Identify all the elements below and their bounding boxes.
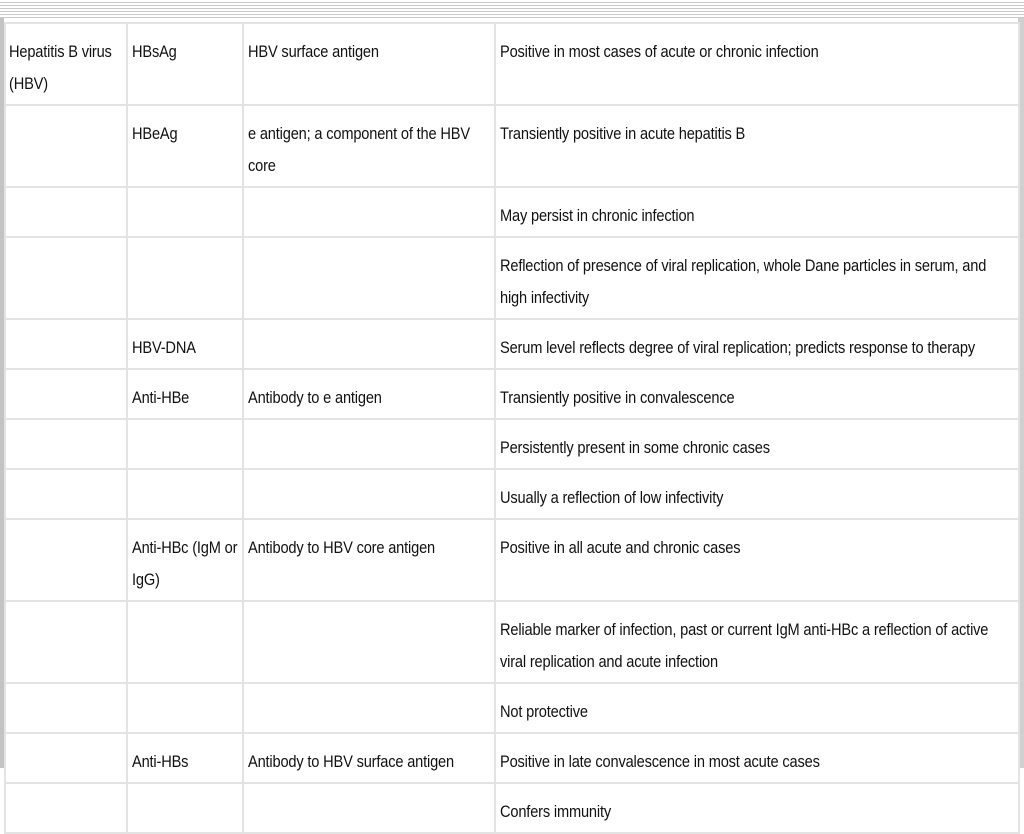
marker-cell: [127, 319, 243, 369]
hepatitis-b-markers-table: [4, 22, 1020, 834]
description-cell: [243, 419, 495, 469]
table-row: [5, 601, 1019, 683]
table-row: [5, 23, 1019, 105]
table-row: [5, 733, 1019, 783]
cell-text: Anti-HBc (IgM or IgG): [132, 538, 238, 589]
table-row: [5, 237, 1019, 319]
significance-cell: [495, 469, 1019, 519]
description-cell: [243, 105, 495, 187]
significance-cell: [495, 319, 1019, 369]
cell-text: Anti-HBs: [132, 752, 189, 771]
virus-cell: [5, 683, 127, 733]
description-cell: [243, 783, 495, 833]
virus-cell: [5, 733, 127, 783]
marker-cell: [127, 187, 243, 237]
virus-cell: [5, 23, 127, 105]
marker-cell: [127, 369, 243, 419]
description-cell: [243, 683, 495, 733]
cell-text: Reliable marker of infection, past or current IgM anti-HBc a reflection of active viral replication and acute infection: [500, 620, 989, 671]
virus-cell: [5, 783, 127, 833]
table-row: [5, 187, 1019, 237]
marker-cell: [127, 601, 243, 683]
description-cell: [243, 237, 495, 319]
cell-text: HBV surface antigen: [248, 42, 379, 61]
cell-text: Hepatitis B virus (HBV): [9, 42, 112, 93]
description-cell: [243, 519, 495, 601]
cell-text: Antibody to e antigen: [248, 388, 382, 407]
virus-cell: [5, 469, 127, 519]
significance-cell: [495, 683, 1019, 733]
description-cell: [243, 369, 495, 419]
table-row: [5, 519, 1019, 601]
marker-cell: [127, 105, 243, 187]
marker-cell: [127, 23, 243, 105]
virus-cell: [5, 319, 127, 369]
significance-cell: [495, 601, 1019, 683]
description-cell: [243, 23, 495, 105]
virus-cell: [5, 187, 127, 237]
marker-cell: [127, 237, 243, 319]
virus-cell: [5, 601, 127, 683]
table-body: [5, 23, 1019, 833]
marker-cell: [127, 469, 243, 519]
table-row: [5, 419, 1019, 469]
description-cell: [243, 469, 495, 519]
table-row: [5, 369, 1019, 419]
cell-text: Positive in all acute and chronic cases: [500, 538, 741, 557]
marker-cell: [127, 683, 243, 733]
significance-cell: [495, 187, 1019, 237]
cell-text: HBeAg: [132, 124, 178, 143]
significance-cell: [495, 419, 1019, 469]
cell-text: Anti-HBe: [132, 388, 190, 407]
significance-cell: [495, 783, 1019, 833]
cell-text: Positive in most cases of acute or chronic infection: [500, 42, 819, 61]
significance-cell: [495, 23, 1019, 105]
marker-cell: [127, 783, 243, 833]
cell-text: Persistently present in some chronic cases: [500, 438, 770, 457]
cell-text: Reflection of presence of viral replication, whole Dane particles in serum, and high infectivity: [500, 256, 987, 307]
significance-cell: [495, 105, 1019, 187]
cell-text: Positive in late convalescence in most acute cases: [500, 752, 820, 771]
top-rule-lines: [0, 0, 1024, 18]
virus-cell: [5, 519, 127, 601]
significance-cell: [495, 237, 1019, 319]
significance-cell: [495, 733, 1019, 783]
significance-cell: [495, 369, 1019, 419]
table-row: [5, 469, 1019, 519]
cell-text: HBsAg: [132, 42, 177, 61]
virus-cell: [5, 369, 127, 419]
cell-text: Confers immunity: [500, 802, 611, 821]
description-cell: [243, 733, 495, 783]
cell-text: Transiently positive in convalescence: [500, 388, 735, 407]
description-cell: [243, 601, 495, 683]
cell-text: HBV-DNA: [132, 338, 196, 357]
description-cell: [243, 319, 495, 369]
cell-text: Usually a reflection of low infectivity: [500, 488, 724, 507]
virus-cell: [5, 105, 127, 187]
cell-text: e antigen; a component of the HBV core: [248, 124, 470, 175]
virus-cell: [5, 237, 127, 319]
cell-text: Antibody to HBV core antigen: [248, 538, 435, 557]
table-row: [5, 683, 1019, 733]
virus-cell: [5, 419, 127, 469]
table-row: [5, 105, 1019, 187]
cell-text: Serum level reflects degree of viral replication; predicts response to therapy: [500, 338, 975, 357]
significance-cell: [495, 519, 1019, 601]
marker-cell: [127, 733, 243, 783]
marker-cell: [127, 419, 243, 469]
table-row: [5, 783, 1019, 833]
marker-cell: [127, 519, 243, 601]
cell-text: Not protective: [500, 702, 588, 721]
table-row: [5, 319, 1019, 369]
cell-text: May persist in chronic infection: [500, 206, 695, 225]
description-cell: [243, 187, 495, 237]
cell-text: Antibody to HBV surface antigen: [248, 752, 454, 771]
cell-text: Transiently positive in acute hepatitis B: [500, 124, 746, 143]
